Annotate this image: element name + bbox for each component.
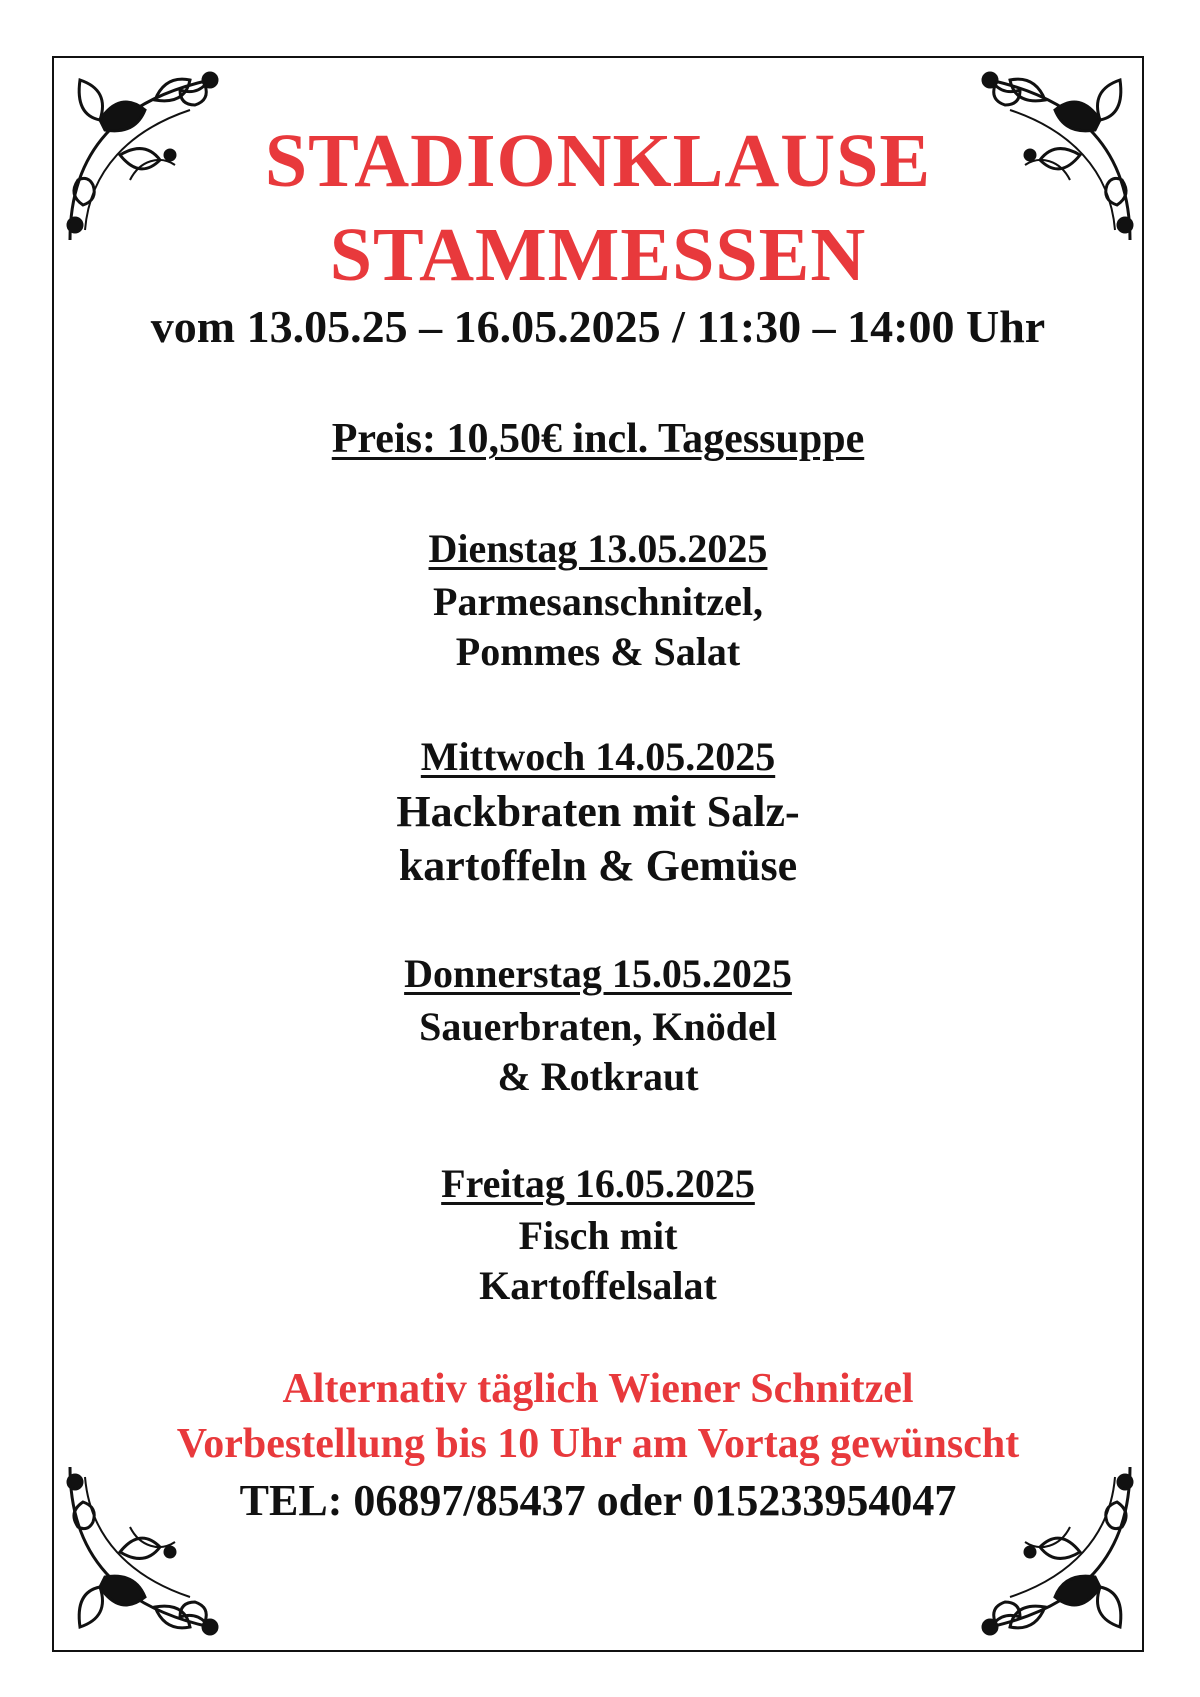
day-heading-thursday: Donnerstag 15.05.2025	[404, 951, 792, 996]
dish-tuesday-line1: Parmesanschnitzel,	[433, 579, 763, 624]
dish-tuesday-line2: Pommes & Salat	[455, 629, 741, 674]
dish-friday-line2: Kartoffelsalat	[479, 1263, 717, 1308]
title-restaurant: STADIONKLAUSE	[264, 119, 932, 203]
dish-friday-line1: Fisch mit	[518, 1213, 678, 1258]
preorder-note: Vorbestellung bis 10 Uhr am Vortag gewünscht	[176, 1421, 1020, 1467]
day-heading-wednesday: Mittwoch 14.05.2025	[420, 734, 776, 779]
day-heading-friday: Freitag 16.05.2025	[441, 1161, 755, 1206]
title-menu: STAMMESSEN	[329, 213, 867, 297]
alternative-dish: Alternativ täglich Wiener Schnitzel	[282, 1366, 914, 1412]
date-range: vom 13.05.25 – 16.05.2025 / 11:30 – 14:00 Uhr	[150, 301, 1046, 352]
dish-thursday-line2: & Rotkraut	[497, 1054, 699, 1099]
price-line: Preis: 10,50€ incl. Tagessuppe	[331, 416, 865, 462]
dish-wednesday-line2: kartoffeln & Gemüse	[398, 841, 798, 890]
dish-thursday-line1: Sauerbraten, Knödel	[419, 1004, 777, 1049]
day-heading-tuesday: Dienstag 13.05.2025	[428, 526, 768, 571]
dish-wednesday-line1: Hackbraten mit Salz-	[396, 787, 800, 836]
phone-number: TEL: 06897/85437 oder 015233954047	[239, 1476, 957, 1525]
